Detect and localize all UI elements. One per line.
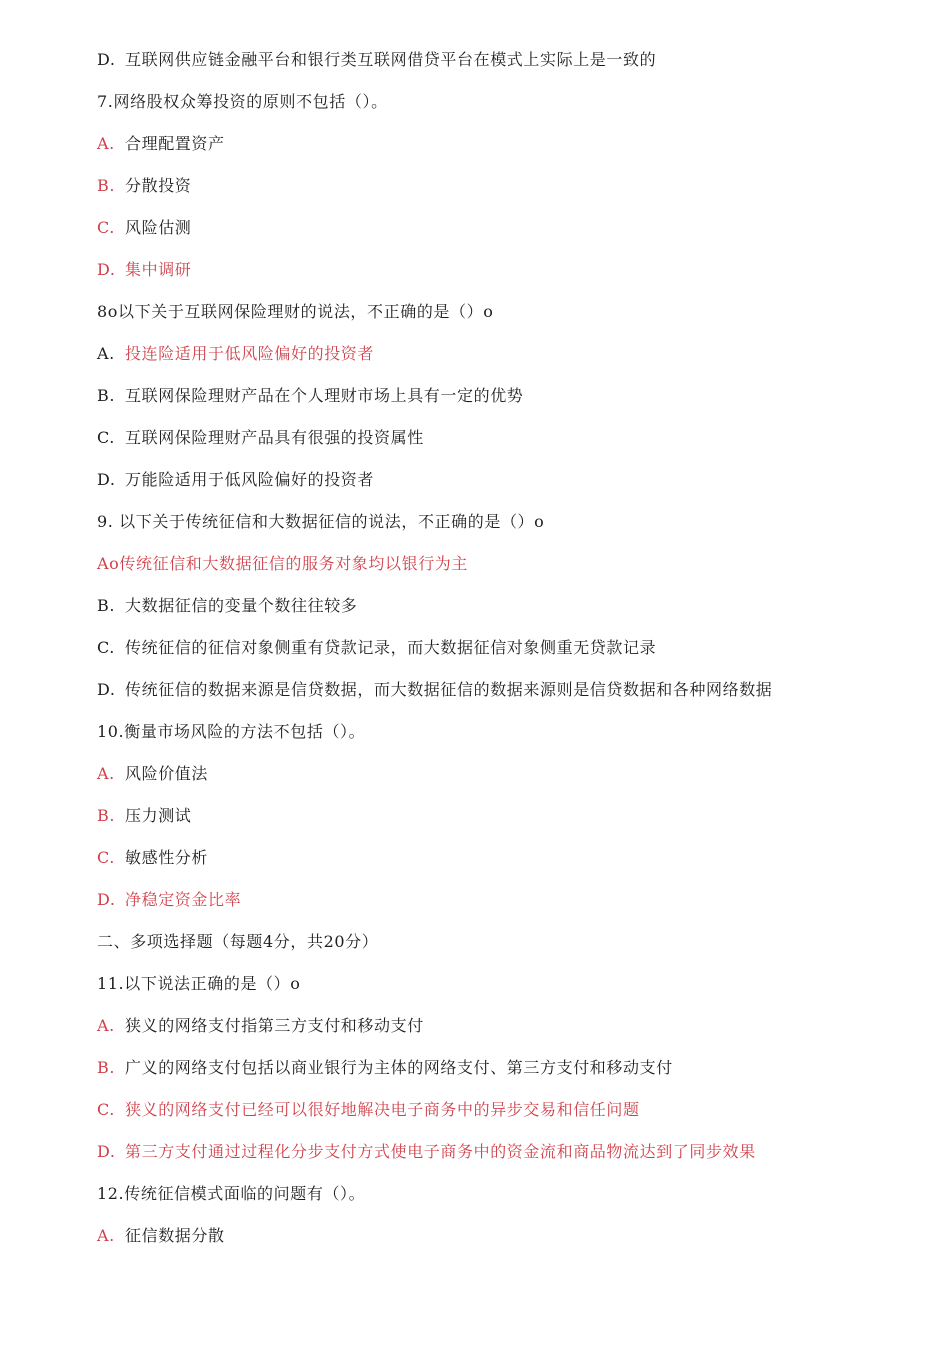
option-letter: B. (97, 806, 116, 825)
option-text: 万能险适用于低风险偏好的投资者 (125, 470, 375, 489)
option-text: Ao传统征信和大数据征信的服务对象均以银行为主 (97, 554, 468, 573)
option-line-answer (97, 342, 857, 366)
option-text: 广义的网络支付包括以商业银行为主体的网络支付、第三方支付和移动支付 (125, 1058, 673, 1077)
option-line-answer (97, 258, 857, 282)
option-text: 第三方支付通过过程化分步支付方式使电子商务中的资金流和商品物流达到了同步效果 (125, 1142, 756, 1161)
section-heading (97, 930, 857, 954)
option-letter: C. (97, 1100, 115, 1119)
option-text: 互联网保险理财产品具有很强的投资属性 (125, 428, 424, 447)
option-line (97, 384, 857, 408)
option-line (97, 636, 857, 660)
option-text: 敏感性分析 (125, 848, 209, 867)
option-line-answer (97, 1098, 857, 1122)
option-letter: A. (97, 1226, 115, 1245)
question-10 (97, 720, 857, 744)
option-line-answer (97, 888, 857, 912)
question-text: 12.传统征信模式面临的问题有（）。 (97, 1184, 366, 1203)
question-11 (97, 972, 857, 996)
option-text: 投连险适用于低风险偏好的投资者 (125, 344, 375, 363)
section-heading-text: 二、多项选择题（每题4分，共20分） (97, 932, 379, 951)
question-text: 8o以下关于互联网保险理财的说法，不正确的是（）o (97, 302, 494, 321)
option-line (97, 174, 857, 198)
option-line (97, 1056, 857, 1080)
question-text: 9. 以下关于传统征信和大数据征信的说法，不正确的是（）o (97, 512, 545, 531)
option-line-answer (97, 552, 857, 576)
option-letter: B. (97, 1058, 116, 1077)
question-12 (97, 1182, 857, 1206)
question-7 (97, 90, 857, 114)
option-letter: D. (97, 50, 116, 69)
option-line (97, 762, 857, 786)
option-text: 互联网保险理财产品在个人理财市场上具有一定的优势 (125, 386, 524, 405)
question-text: 11.以下说法正确的是（）o (97, 974, 301, 993)
option-letter: D. (97, 260, 116, 279)
option-text: 集中调研 (125, 260, 192, 279)
option-line (97, 426, 857, 450)
option-letter: C. (97, 638, 115, 657)
question-text: 10.衡量市场风险的方法不包括（）。 (97, 722, 366, 741)
option-letter: B. (97, 176, 116, 195)
option-line (97, 1014, 857, 1038)
option-line (97, 468, 857, 492)
option-text: 净稳定资金比率 (125, 890, 242, 909)
option-letter: D. (97, 680, 116, 699)
option-line (97, 1224, 857, 1248)
option-letter: C. (97, 428, 115, 447)
option-text: 分散投资 (125, 176, 192, 195)
option-text: 狭义的网络支付已经可以很好地解决电子商务中的异步交易和信任问题 (125, 1100, 640, 1119)
option-letter: B. (97, 386, 116, 405)
option-letter: B. (97, 596, 116, 615)
option-line (97, 678, 857, 702)
option-text: 合理配置资产 (125, 134, 225, 153)
option-letter: D. (97, 890, 116, 909)
option-letter: C. (97, 848, 115, 867)
option-line (97, 48, 857, 72)
option-letter: A. (97, 764, 115, 783)
option-text: 狭义的网络支付指第三方支付和移动支付 (125, 1016, 424, 1035)
option-letter: C. (97, 218, 115, 237)
option-line (97, 216, 857, 240)
option-letter: D. (97, 470, 116, 489)
option-text: 风险估测 (125, 218, 192, 237)
option-line (97, 132, 857, 156)
option-letter: A. (97, 344, 115, 363)
option-letter: D. (97, 1142, 116, 1161)
option-line (97, 804, 857, 828)
question-text: 7.网络股权众筹投资的原则不包括（）。 (97, 92, 388, 111)
question-8 (97, 300, 857, 324)
option-line (97, 846, 857, 870)
option-text: 传统征信的数据来源是信贷数据，而大数据征信的数据来源则是信贷数据和各种网络数据 (125, 680, 773, 699)
option-text: 互联网供应链金融平台和银行类互联网借贷平台在模式上实际上是一致的 (125, 50, 657, 69)
option-letter: A. (97, 1016, 115, 1035)
option-line (97, 594, 857, 618)
option-text: 压力测试 (125, 806, 192, 825)
option-text: 传统征信的征信对象侧重有贷款记录，而大数据征信对象侧重无贷款记录 (125, 638, 657, 657)
option-text: 征信数据分散 (125, 1226, 225, 1245)
option-text: 风险价值法 (125, 764, 209, 783)
option-text: 大数据征信的变量个数往往较多 (125, 596, 358, 615)
option-line-answer (97, 1140, 857, 1164)
option-letter: A. (97, 134, 115, 153)
question-9 (97, 510, 857, 534)
